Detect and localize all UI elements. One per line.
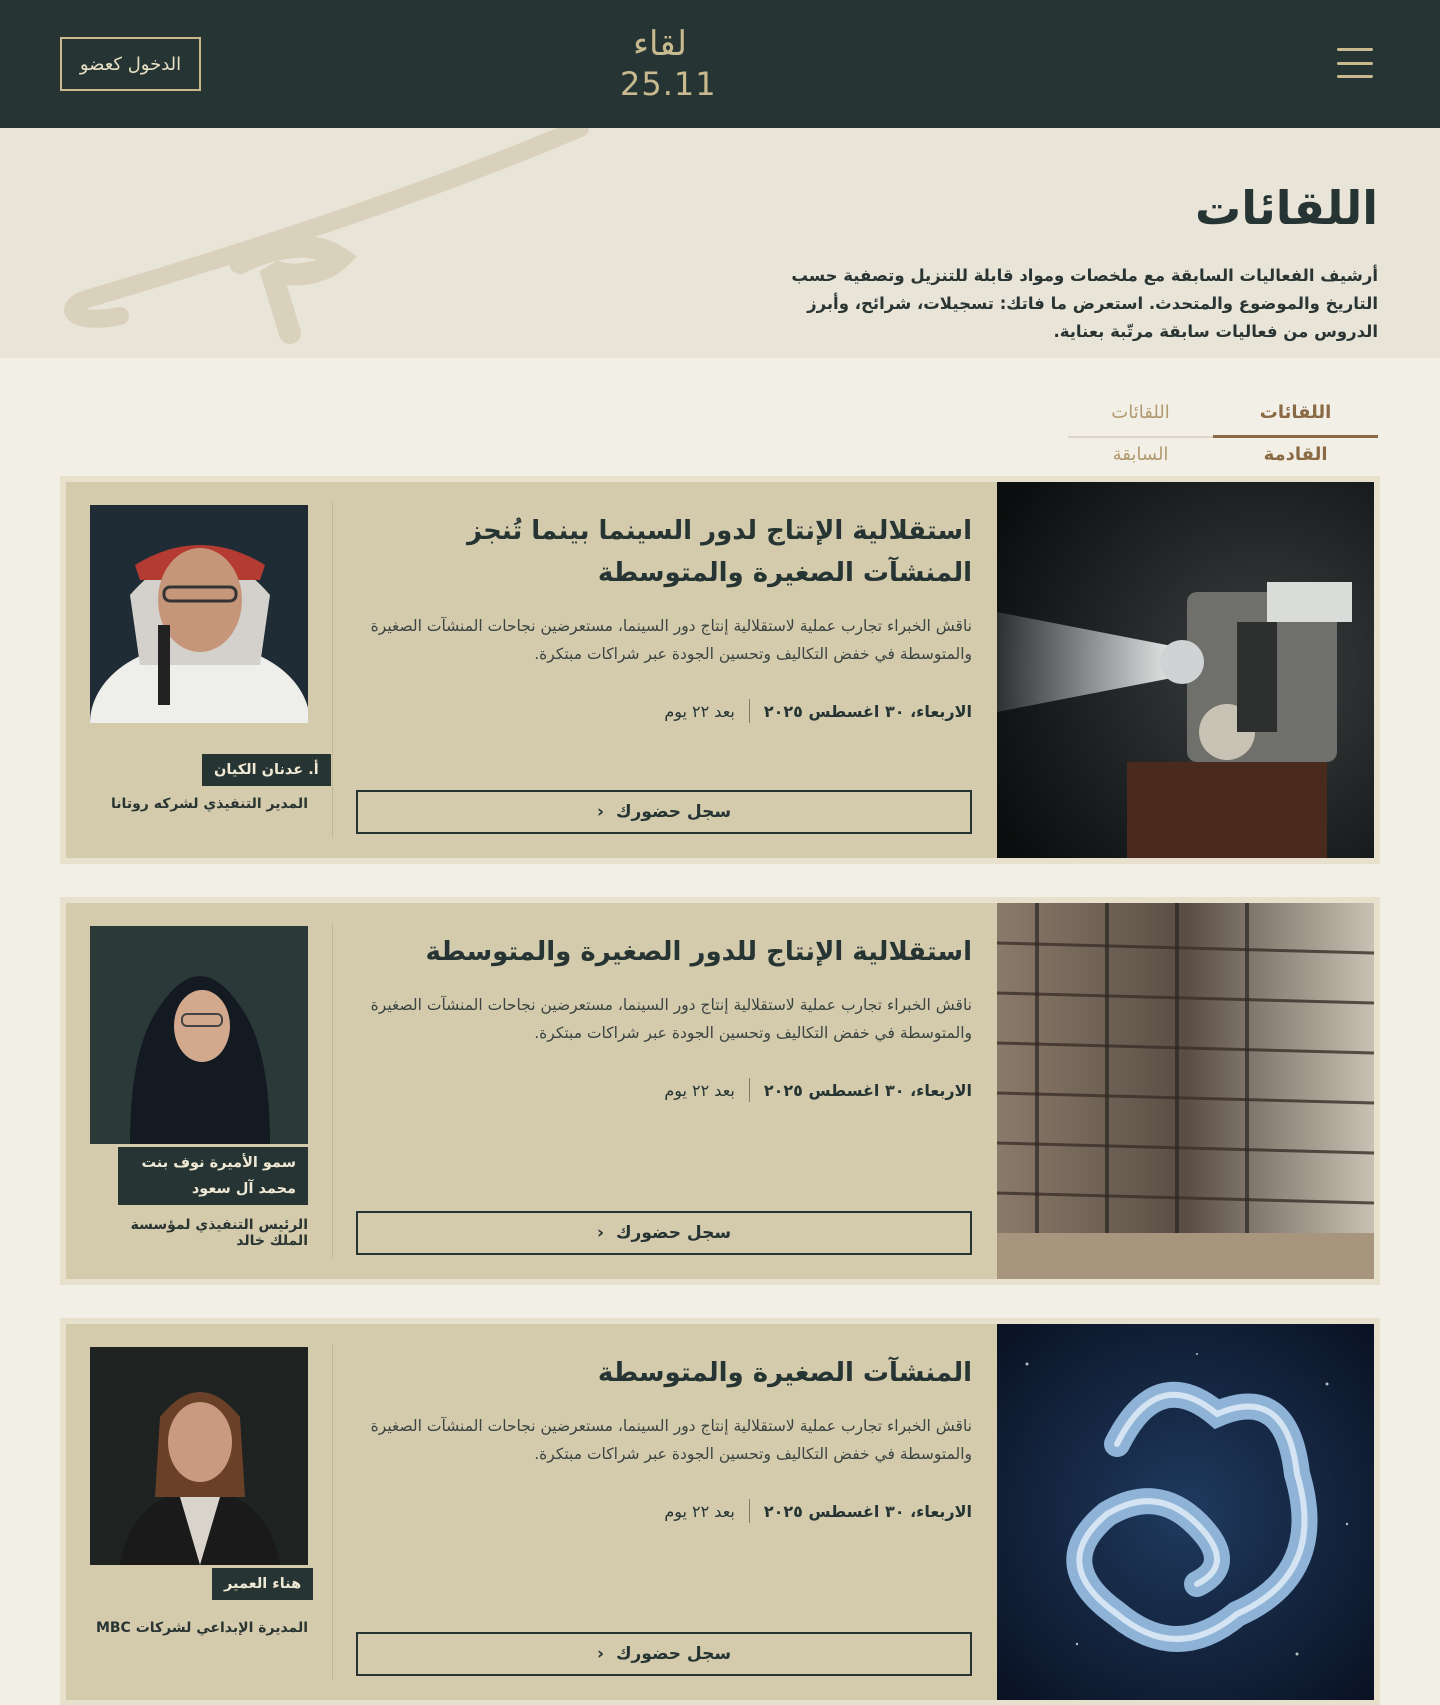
event-meta bbox=[664, 1077, 972, 1103]
event-countdown: بعد ٢٢ يوم bbox=[664, 1501, 735, 1521]
construction-building-image bbox=[997, 903, 1374, 1279]
speaker-avatar bbox=[90, 1347, 308, 1565]
speaker-role: المدير التنفيذي لشركه روتانا bbox=[111, 796, 308, 812]
meta-divider bbox=[749, 699, 750, 723]
event-title: المنشآت الصغيرة والمتوسطة bbox=[597, 1358, 972, 1388]
speaker-name: هناء العمير bbox=[212, 1568, 313, 1600]
event-card bbox=[60, 897, 1380, 1285]
register-attendance-button[interactable] bbox=[356, 790, 972, 834]
register-label: سجل حضورك bbox=[615, 1644, 732, 1664]
event-title: استقلالية الإنتاج لدور السينما بينما تُنجز المنشآت الصغيرة والمتوسطة bbox=[466, 516, 972, 588]
event-title: استقلالية الإنتاج للدور الصغيرة والمتوسطة bbox=[425, 937, 972, 967]
event-meta bbox=[664, 698, 972, 724]
events-tabs bbox=[1068, 392, 1378, 465]
speaker-role: الرئيس التنفيذي لمؤسسة الملك خالد bbox=[130, 1217, 308, 1249]
register-attendance-button[interactable] bbox=[356, 1632, 972, 1676]
event-countdown: بعد ٢٢ يوم bbox=[664, 1080, 735, 1100]
logo-text: لقاء bbox=[633, 24, 687, 64]
speaker-avatar bbox=[90, 505, 308, 723]
chevron-left-icon: ‹ bbox=[596, 802, 604, 822]
site-logo[interactable] bbox=[620, 22, 717, 108]
event-description: ناقش الخبراء تجارب عملية لاستقلالية إنتاج دور السينما، مستعرضين نجاحات المنشآت الصغيرة والمتوسطة في خفض التكاليف وتحسين الجودة عبر شراكات مبتكرة. bbox=[370, 996, 972, 1042]
event-card bbox=[60, 1318, 1380, 1705]
chevron-left-icon: ‹ bbox=[596, 1223, 604, 1243]
decorative-calligraphy-icon bbox=[60, 128, 600, 358]
meta-divider bbox=[749, 1078, 750, 1102]
speaker-name: أ. عدنان الكيان bbox=[202, 754, 331, 786]
chevron-left-icon: ‹ bbox=[596, 1644, 604, 1664]
tab-past-events[interactable]: اللقائات السابقة bbox=[1111, 402, 1170, 465]
top-navbar bbox=[0, 0, 1440, 128]
card-divider bbox=[332, 1344, 333, 1680]
speaker-name: سمو الأميرة نوف بنت محمد آل سعود bbox=[118, 1147, 308, 1205]
speaker-role: المديرة الإبداعي لشركات MBC bbox=[95, 1620, 308, 1636]
member-login-button[interactable]: الدخول كعضو bbox=[60, 37, 201, 91]
tab-upcoming-events[interactable]: اللقائات القادمة bbox=[1213, 392, 1378, 438]
speaker-avatar bbox=[90, 926, 308, 1144]
event-date: الاربعاء، ٣٠ اغسطس ٢٠٢٥ bbox=[763, 1501, 972, 1521]
hero-section bbox=[0, 128, 1440, 358]
card-divider bbox=[332, 923, 333, 1259]
chrome-knot-image bbox=[997, 1324, 1374, 1700]
film-projector-image bbox=[997, 482, 1374, 858]
register-label: سجل حضورك bbox=[615, 802, 732, 822]
event-description: ناقش الخبراء تجارب عملية لاستقلالية إنتاج دور السينما، مستعرضين نجاحات المنشآت الصغيرة والمتوسطة في خفض التكاليف وتحسين الجودة عبر شراكات مبتكرة. bbox=[370, 617, 972, 663]
event-meta bbox=[664, 1498, 972, 1524]
event-date: الاربعاء، ٣٠ اغسطس ٢٠٢٥ bbox=[763, 701, 972, 721]
logo-number: 25.11 bbox=[620, 65, 717, 103]
page-title: اللقائات bbox=[1195, 181, 1378, 235]
event-countdown: بعد ٢٢ يوم bbox=[664, 701, 735, 721]
event-card bbox=[60, 476, 1380, 864]
register-attendance-button[interactable] bbox=[356, 1211, 972, 1255]
meta-divider bbox=[749, 1499, 750, 1523]
register-label: سجل حضورك bbox=[615, 1223, 732, 1243]
card-divider bbox=[332, 502, 333, 838]
event-description: ناقش الخبراء تجارب عملية لاستقلالية إنتاج دور السينما، مستعرضين نجاحات المنشآت الصغيرة والمتوسطة في خفض التكاليف وتحسين الجودة عبر شراكات مبتكرة. bbox=[370, 1417, 972, 1463]
hamburger-menu-icon[interactable] bbox=[1337, 48, 1373, 78]
event-date: الاربعاء، ٣٠ اغسطس ٢٠٢٥ bbox=[763, 1080, 972, 1100]
page-description: أرشيف الفعاليات السابقة مع ملخصات ومواد قابلة للتنزيل وتصفية حسب التاريخ والموضوع والمتحدث. استعرض ما فاتك: تسجيلات، شرائح، وأبرز الدروس من فعاليات سابقة مرتّبة بعناية. bbox=[791, 266, 1378, 341]
